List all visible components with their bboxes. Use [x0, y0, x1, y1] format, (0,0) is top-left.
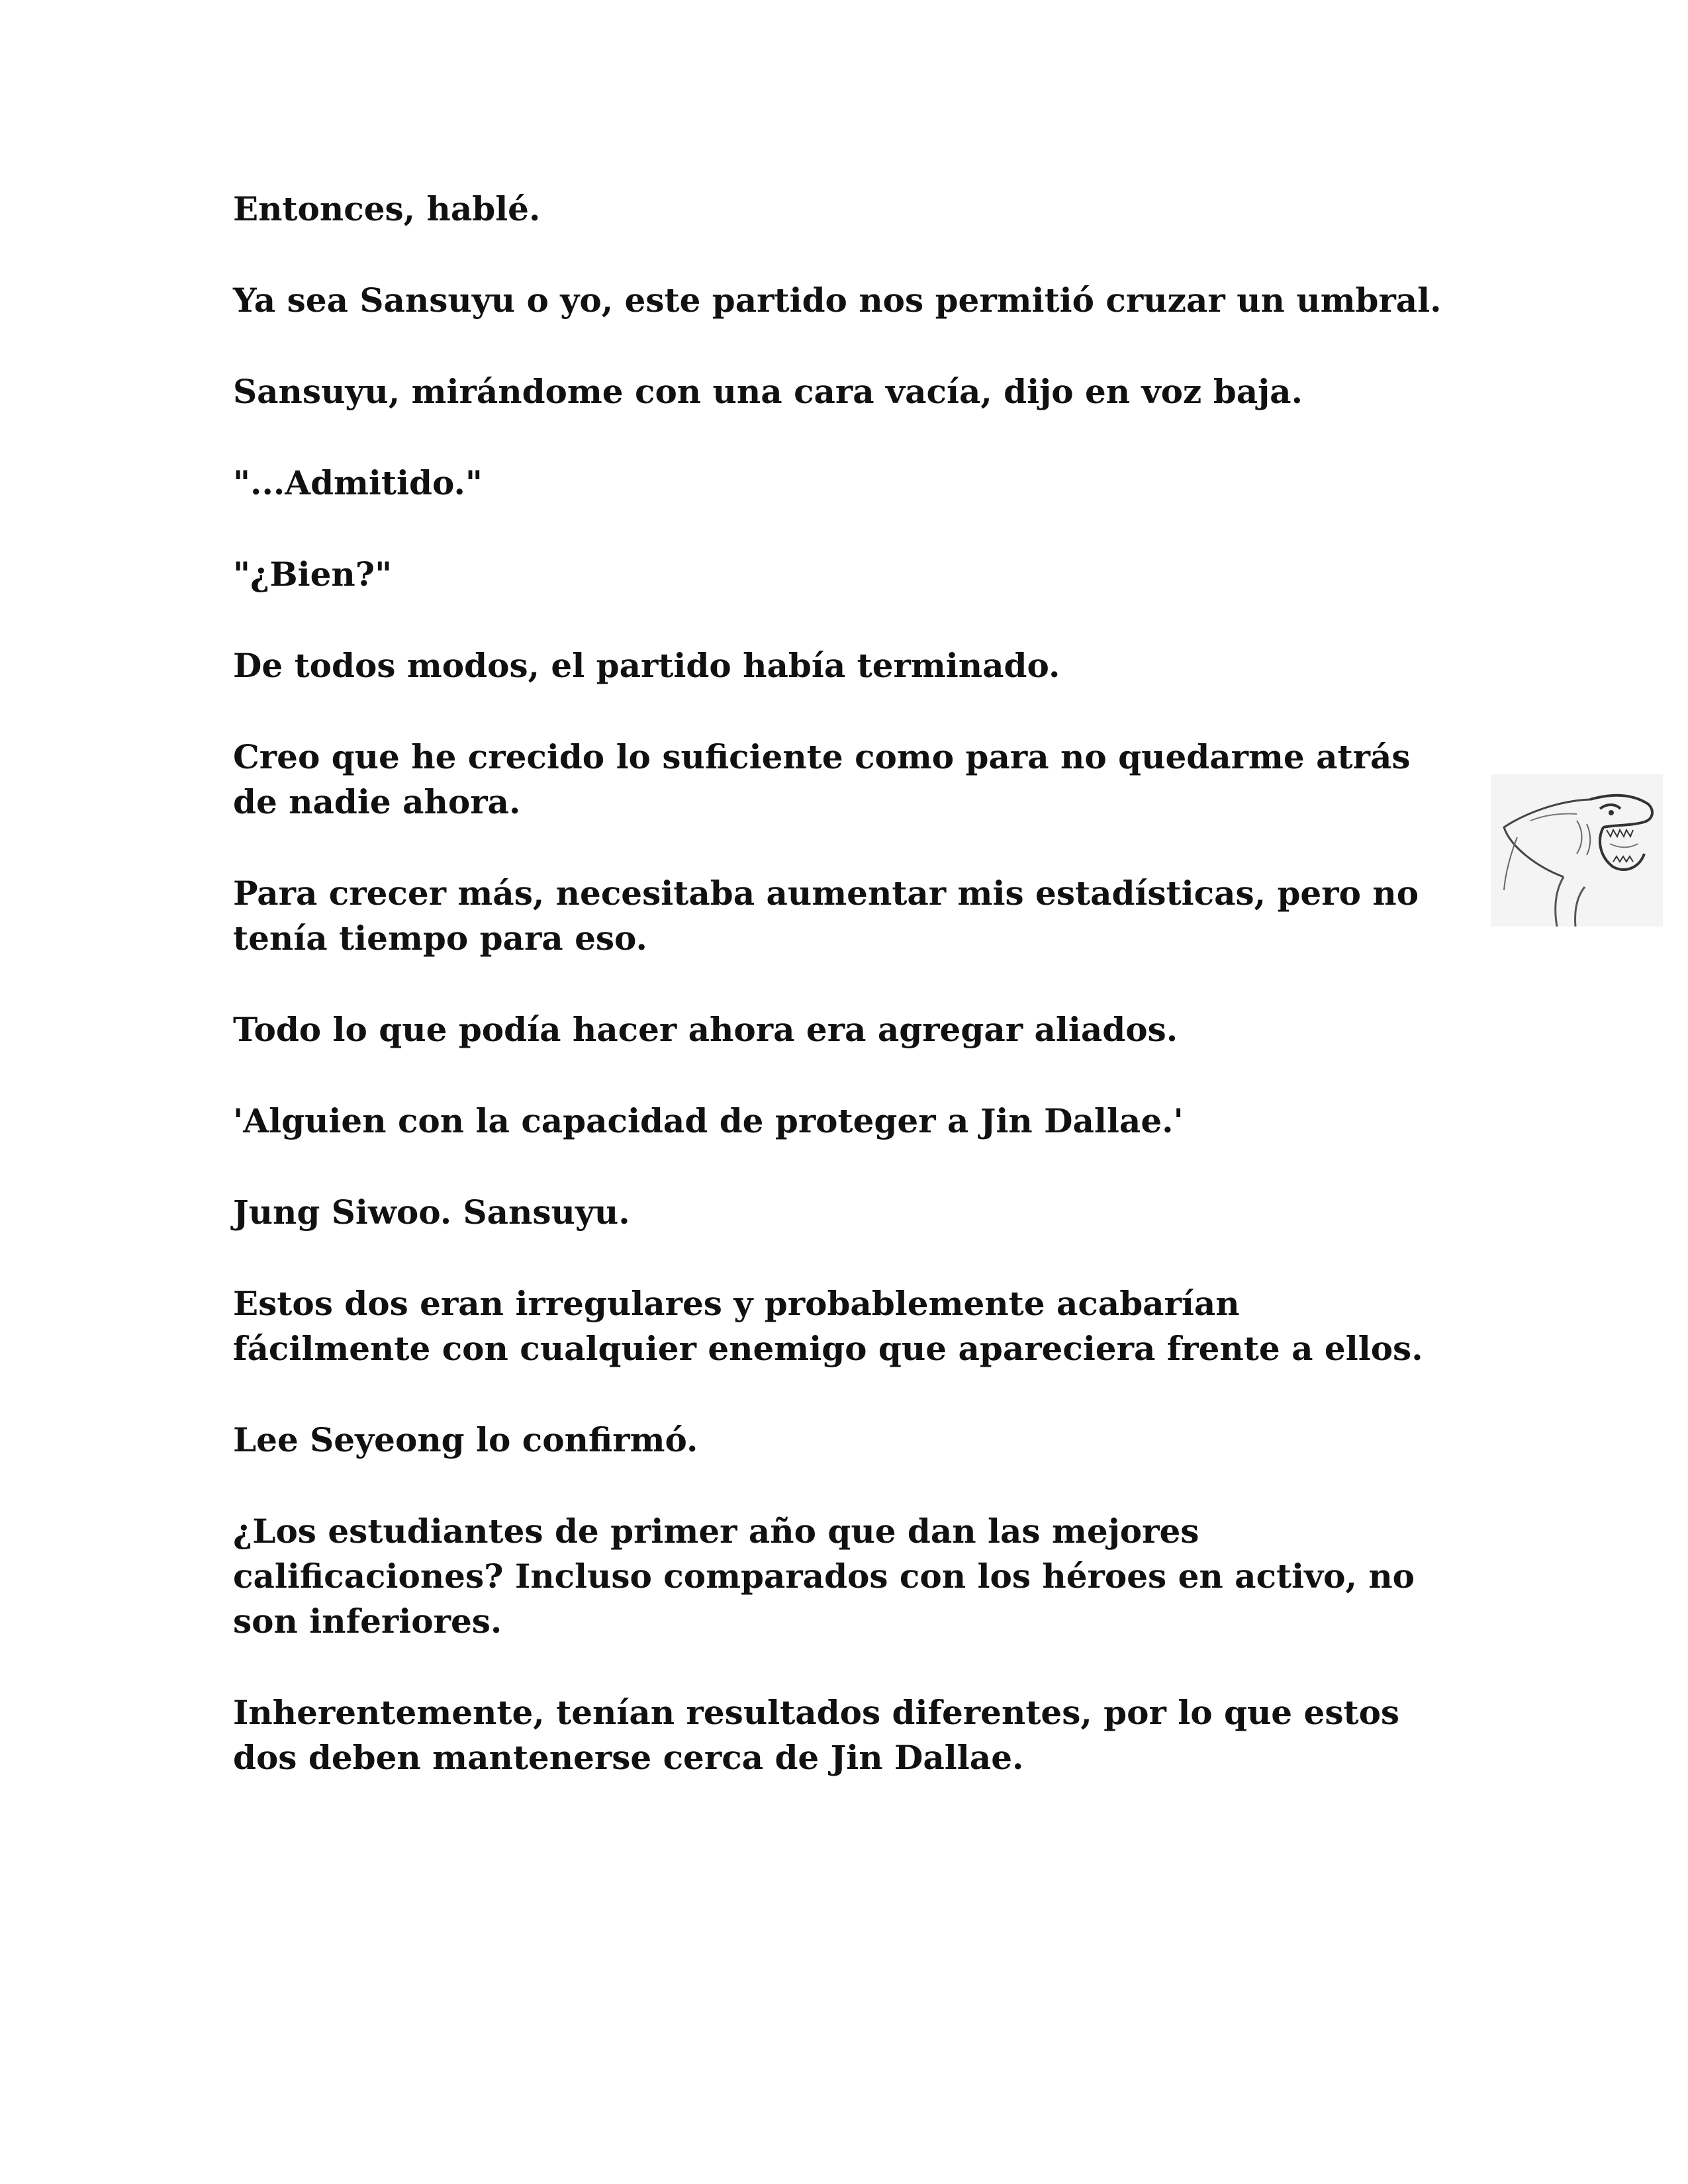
- paragraph: 'Alguien con la capacidad de proteger a Jin Dallae.': [233, 1101, 1184, 1140]
- paragraph: Jung Siwoo. Sansuyu.: [233, 1193, 630, 1232]
- dinosaur-head-sketch-icon: [1491, 774, 1663, 927]
- paragraph: Para crecer más, necesitaba aumentar mis estadísticas, pero no tenía tiempo para eso.: [233, 874, 1419, 958]
- paragraph: Creo que he crecido lo suficiente como para no quedarme atrás de nadie ahora.: [233, 737, 1411, 821]
- paragraph: Sansuyu, mirándome con una cara vacía, dijo en voz baja.: [233, 372, 1303, 411]
- paragraph: De todos modos, el partido había terminado.: [233, 646, 1060, 685]
- paragraph: "...Admitido.": [233, 463, 483, 502]
- paragraph: Lee Seyeong lo confirmó.: [233, 1420, 698, 1459]
- paragraph: "¿Bien?": [233, 555, 393, 594]
- paragraph: Inherentemente, tenían resultados diferentes, por lo que estos dos deben mantenerse cerca de Jin Dallae.: [233, 1693, 1400, 1777]
- paragraph: Todo lo que podía hacer ahora era agregar aliados.: [233, 1010, 1178, 1049]
- paragraph: ¿Los estudiantes de primer año que dan las mejores calificaciones? Incluso comparados con los héroes en activo, no son inferiores.: [233, 1512, 1415, 1641]
- paragraph: Estos dos eran irregulares y probablemente acabarían fácilmente con cualquier enemigo que apareciera frente a ellos.: [233, 1284, 1423, 1368]
- body-text: [233, 187, 1444, 1827]
- paragraph: Entonces, hablé.: [233, 189, 541, 228]
- paragraph: Ya sea Sansuyu o yo, este partido nos permitió cruzar un umbral.: [233, 281, 1442, 320]
